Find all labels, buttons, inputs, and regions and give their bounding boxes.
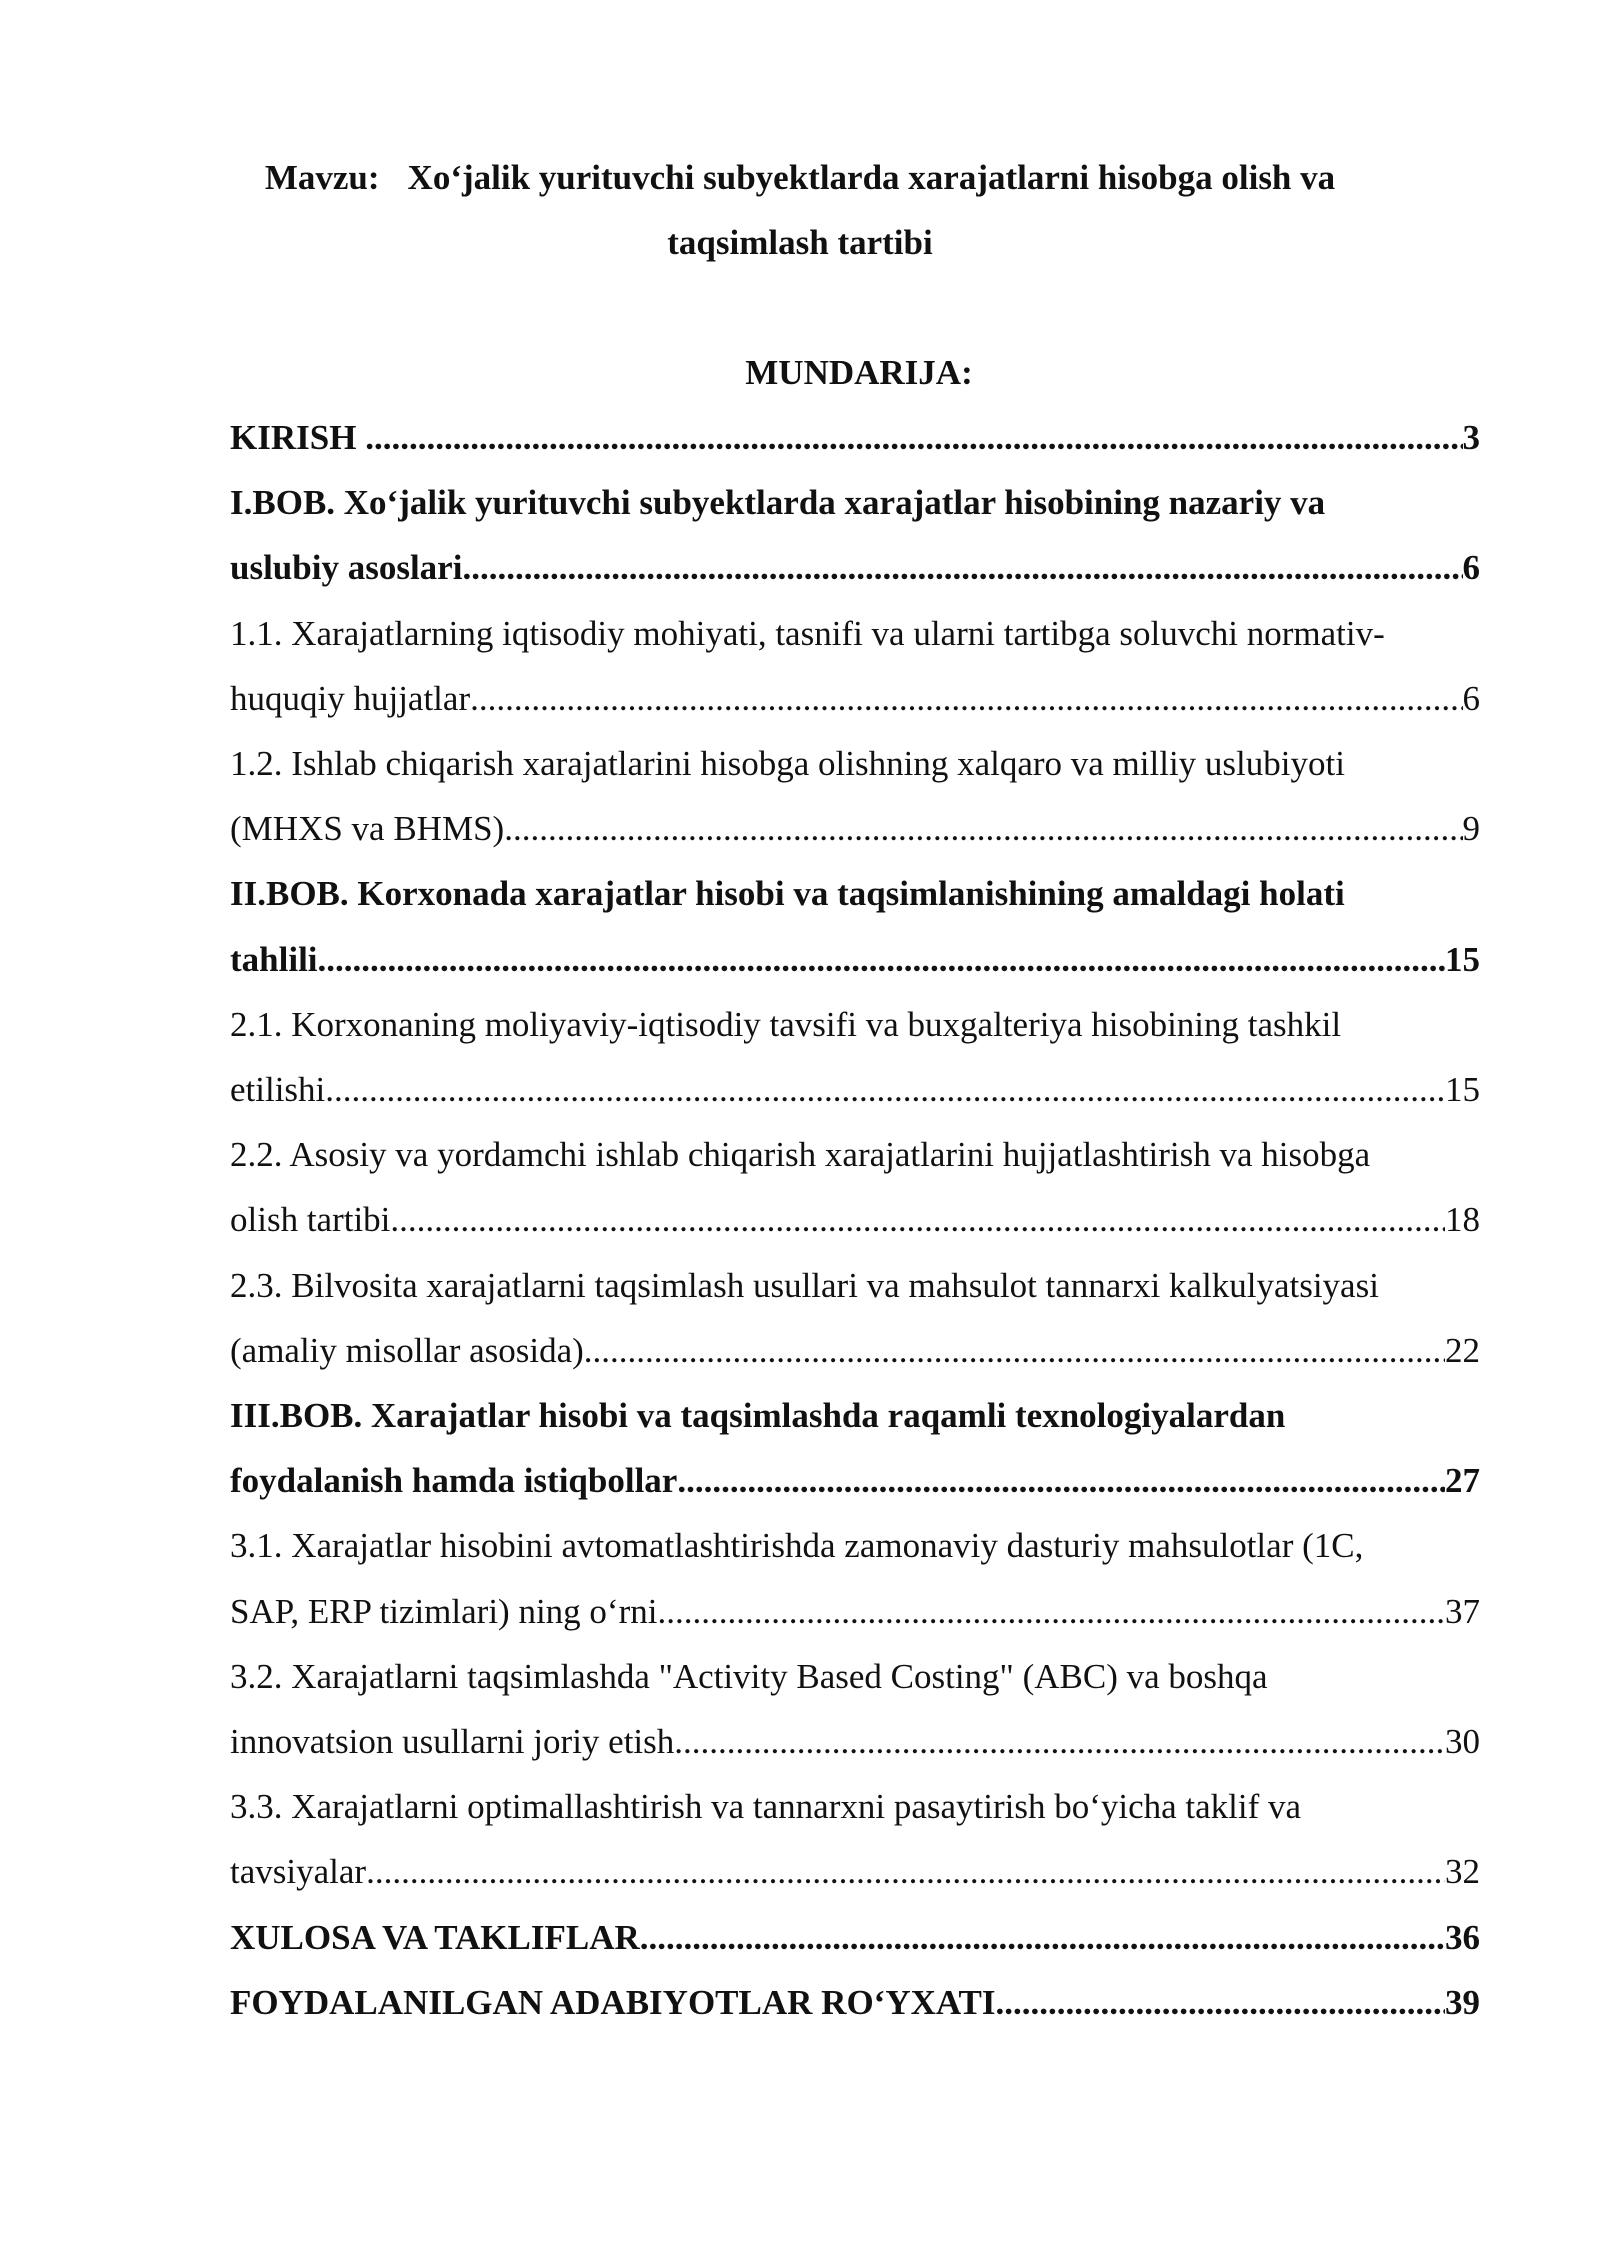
table-of-contents	[230, 405, 1480, 2035]
toc-entry-title-line: 2.2. Asosiy va yordamchi ishlab chiqarish xarajatlarini hujjatlashtirish va hisobga	[230, 1135, 1371, 1175]
dot-leader	[677, 1448, 1445, 1513]
topic-prefix: Mavzu:	[264, 158, 380, 197]
topic-title-line-1	[220, 145, 1380, 210]
toc-heading: MUNDARIJA:	[745, 353, 973, 392]
toc-entry[interactable]	[230, 1383, 1480, 1513]
toc-entry[interactable]	[230, 1905, 1480, 1970]
dot-leader	[674, 1709, 1445, 1774]
toc-entry-title: SAP, ERP tizimlari) ning o‘rni	[230, 1591, 658, 1631]
toc-entry-leader-line	[230, 1057, 1480, 1122]
toc-page-number: 39	[1445, 1982, 1480, 2022]
toc-page-number: 15	[1445, 1070, 1480, 1110]
dot-leader	[318, 927, 1445, 992]
toc-entry-leader-line	[230, 405, 1480, 470]
toc-entry-leader-line	[230, 535, 1480, 600]
toc-entry-title: uslubiy asoslari	[230, 548, 463, 588]
toc-entry-leader-line	[230, 1448, 1480, 1513]
toc-entry-title-line: III.BOB. Xarajatlar hisobi va taqsimlashda raqamli texnologiyalardan	[230, 1396, 1286, 1436]
toc-entry-leader-line	[230, 1839, 1480, 1904]
toc-page-number: 32	[1445, 1852, 1480, 1892]
toc-entry[interactable]	[230, 1253, 1480, 1383]
toc-entry-leader-line	[230, 1905, 1480, 1970]
toc-entry-title-line: 3.3. Xarajatlarni optimallashtirish va tannarxni pasaytirish bo‘yicha taklif va	[230, 1787, 1302, 1827]
toc-entry-leader-line	[230, 1187, 1480, 1252]
toc-entry-leader-line	[230, 927, 1480, 992]
toc-page-number: 27	[1445, 1461, 1480, 1501]
toc-entry-title: (amaliy misollar asosida)	[230, 1330, 584, 1370]
toc-entry-title: huquqiy hujjatlar	[230, 678, 471, 718]
dot-leader	[584, 1318, 1445, 1383]
toc-entry-title-line: I.BOB. Xo‘jalik yurituvchi subyektlarda xarajatlar hisobining nazariy va	[230, 483, 1326, 523]
dot-leader	[996, 1970, 1445, 2035]
toc-entry-leader-line	[230, 666, 1480, 731]
toc-entry-title-line: 3.1. Xarajatlar hisobini avtomatlashtirishda zamonaviy dasturiy mahsulotlar (1C,	[230, 1526, 1364, 1566]
topic-title-text: Xo‘jalik yurituvchi subyektlarda xarajatlarni hisobga olish va	[407, 158, 1336, 197]
dot-leader	[325, 1057, 1445, 1122]
toc-entry-title-line: 1.2. Ishlab chiqarish xarajatlarini hisobga olishning xalqaro va milliy uslubiyoti	[230, 744, 1345, 784]
toc-entry-title: FOYDALANILGAN ADABIYOTLAR RO‘YXATI	[230, 1982, 996, 2022]
toc-entry[interactable]	[230, 992, 1480, 1122]
toc-page-number: 3	[1462, 418, 1480, 457]
toc-entry-title: foydalanish hamda istiqbollar	[230, 1461, 678, 1501]
toc-entry-title: XULOSA VA TAKLIFLAR	[230, 1917, 640, 1957]
toc-entry-title-line: 1.1. Xarajatlarning iqtisodiy mohiyati, tasnifi va ularni tartibga soluvchi normativ-	[230, 613, 1385, 653]
toc-entry-title: tavsiyalar	[230, 1852, 367, 1892]
dot-leader	[470, 666, 1462, 731]
topic-title-line-2: taqsimlash tartibi	[667, 223, 933, 262]
toc-entry-title: KIRISH	[230, 418, 366, 457]
toc-entry-title: etilishi	[230, 1070, 326, 1110]
toc-entry[interactable]	[230, 601, 1480, 731]
toc-entry[interactable]	[230, 1513, 1480, 1643]
toc-page-number: 37	[1445, 1591, 1480, 1631]
dot-leader	[390, 1187, 1445, 1252]
toc-entry[interactable]	[230, 1644, 1480, 1774]
topic-title	[220, 145, 1380, 275]
toc-page-number: 9	[1462, 809, 1480, 849]
toc-entry-leader-line	[230, 1709, 1480, 1774]
toc-entry-title-line: II.BOB. Korxonada xarajatlar hisobi va taqsimlanishining amaldagi holati	[230, 874, 1345, 914]
toc-entry[interactable]	[230, 1122, 1480, 1252]
dot-leader	[366, 1839, 1445, 1904]
toc-page-number: 36	[1445, 1917, 1480, 1957]
dot-leader	[504, 796, 1462, 861]
toc-entry-leader-line	[230, 1970, 1480, 2035]
toc-entry-title: tahlili	[230, 939, 318, 979]
toc-page-number: 18	[1445, 1200, 1480, 1240]
toc-entry-leader-line	[230, 796, 1480, 861]
toc-entry[interactable]	[230, 470, 1480, 600]
toc-entry-leader-line	[230, 1579, 1480, 1644]
toc-entry[interactable]	[230, 1774, 1480, 1904]
toc-page-number: 6	[1462, 678, 1480, 718]
toc-entry[interactable]	[230, 405, 1480, 470]
toc-page-number: 6	[1462, 548, 1480, 588]
dot-leader	[365, 405, 1462, 470]
toc-page-number: 15	[1445, 939, 1480, 979]
toc-entry[interactable]	[230, 1970, 1480, 2035]
dot-leader	[657, 1579, 1445, 1644]
toc-entry-leader-line	[230, 1318, 1480, 1383]
toc-entry-title: olish tartibi	[230, 1200, 391, 1240]
toc-entry[interactable]	[230, 731, 1480, 861]
toc-entry-title: (MHXS va BHMS)	[230, 809, 505, 849]
dot-leader	[640, 1905, 1445, 1970]
toc-entry-title: innovatsion usullarni joriy etish	[230, 1722, 675, 1762]
toc-entry-title-line: 2.1. Korxonaning moliyaviy-iqtisodiy tavsifi va buxgalteriya hisobining tashkil	[230, 1004, 1342, 1044]
toc-entry[interactable]	[230, 861, 1480, 991]
toc-page-number: 30	[1445, 1722, 1480, 1762]
toc-entry-title-line: 2.3. Bilvosita xarajatlarni taqsimlash usullari va mahsulot tannarxi kalkulyatsiyasi	[230, 1265, 1379, 1305]
toc-entry-title-line: 3.2. Xarajatlarni taqsimlashda "Activity Based Costing" (ABC) va boshqa	[230, 1656, 1268, 1696]
dot-leader	[462, 535, 1462, 600]
toc-page-number: 22	[1445, 1330, 1480, 1370]
